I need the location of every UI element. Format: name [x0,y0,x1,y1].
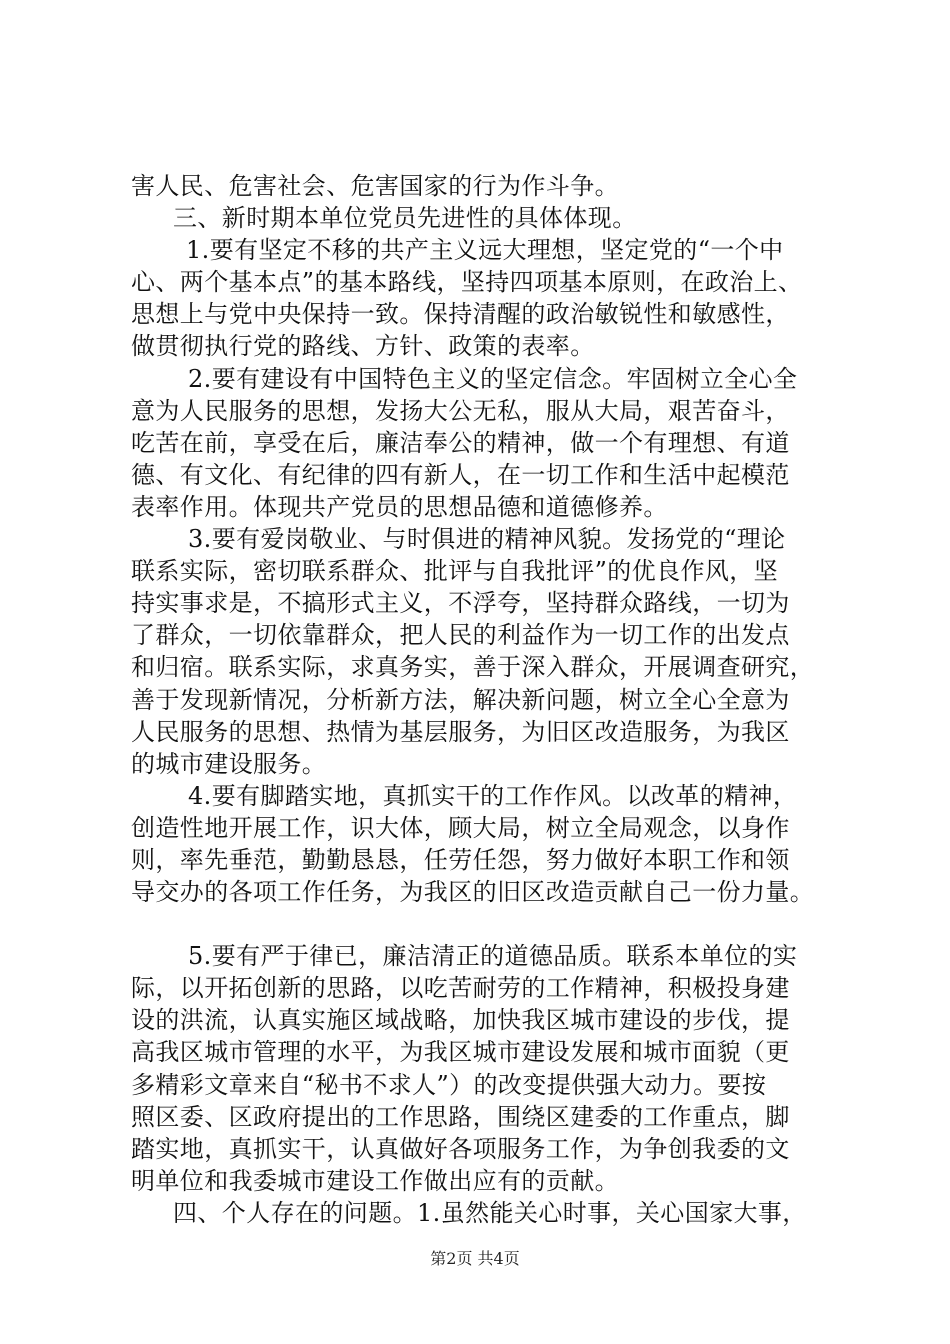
text-line: 导交办的各项工作任务，为我区的旧区改造贡献自己一份力量。 [131,878,815,907]
text-line: 心、两个基本点”的基本路线，坚持四项基本原则，在政治上、 [131,268,803,297]
text-line: 思想上与党中央保持一致。保持清醒的政治敏锐性和敏感性， [131,300,790,329]
text-line: 明单位和我委城市建设工作做出应有的贡献。 [131,1166,619,1195]
text-line: 多精彩文章来自“秘书不求人”）的改变提供强大动力。要按 [131,1070,767,1099]
text-line: 做贯彻执行党的路线、方针、政策的表率。 [131,332,595,361]
text-line: 持实事求是，不搞形式主义，不浮夸，坚持群众路线，一切为 [131,589,790,618]
text-line: 人民服务的思想、热情为基层服务，为旧区改造服务，为我区 [131,717,790,746]
text-line: 3.要有爱岗敬业、与时俱进的精神风貌。发扬党的“理论 [188,525,786,554]
text-line: 高我区城市管理的水平，为我区城市建设发展和城市面貌（更 [131,1038,790,1067]
text-line: 了群众，一切依靠群众，把人民的利益作为一切工作的出发点 [131,621,790,650]
text-line: 和归宿。联系实际，求真务实，善于深入群众，开展调查研究， [131,653,815,682]
text-line: 则，率先垂范，勤勤恳恳，任劳任怨，努力做好本职工作和领 [131,845,790,874]
text-line: 的城市建设服务。 [131,749,327,778]
text-line: 1.要有坚定不移的共产主义远大理想，坚定党的“一个中 [186,236,784,265]
text-line: 表率作用。体现共产党员的思想品德和道德修养。 [131,492,668,521]
text-line: 联系实际，密切联系群众、批评与自我批评”的优良作风，坚 [131,557,779,586]
page-footer [0,1246,950,1269]
text-line: 5.要有严于律已，廉洁清正的道德品质。联系本单位的实 [188,942,798,971]
text-line: 善于发现新情况，分析新方法，解决新问题，树立全心全意为 [131,685,790,714]
text-line: 创造性地开展工作，识大体，顾大局，树立全局观念，以身作 [131,813,790,842]
text-line: 2.要有建设有中国特色主义的坚定信念。牢固树立全心全 [188,364,798,393]
text-line: 害人民、危害社会、危害国家的行为作斗争。 [131,172,619,200]
text-line: 德、有文化、有纪律的四有新人，在一切工作和生活中起模范 [131,460,790,489]
text-line: 4.要有脚踏实地，真抓实干的工作作风。以改革的精神， [188,781,798,810]
text-line: 四、个人存在的问题。1.虽然能关心时事，关心国家大事， [173,1198,807,1227]
document-body [131,170,851,1229]
text-line: 吃苦在前，享受在后，廉洁奉公的精神，做一个有理想、有道 [131,428,790,457]
page-number-label: 第2页 共4页 [430,1249,520,1268]
blank-line [131,908,851,940]
text-line: 设的洪流，认真实施区域战略，加快我区城市建设的步伐，提 [131,1006,790,1035]
text-line: 意为人民服务的思想，发扬大公无私，服从大局，艰苦奋斗， [131,396,790,425]
text-line: 三、新时期本单位党员先进性的具体体现。 [173,204,637,233]
text-line: 踏实地，真抓实干，认真做好各项服务工作，为争创我委的文 [131,1134,790,1163]
text-line: 际，以开拓创新的思路，以吃苦耐劳的工作精神，积极投身建 [131,974,790,1003]
text-line: 照区委、区政府提出的工作思路，围绕区建委的工作重点，脚 [131,1102,790,1131]
